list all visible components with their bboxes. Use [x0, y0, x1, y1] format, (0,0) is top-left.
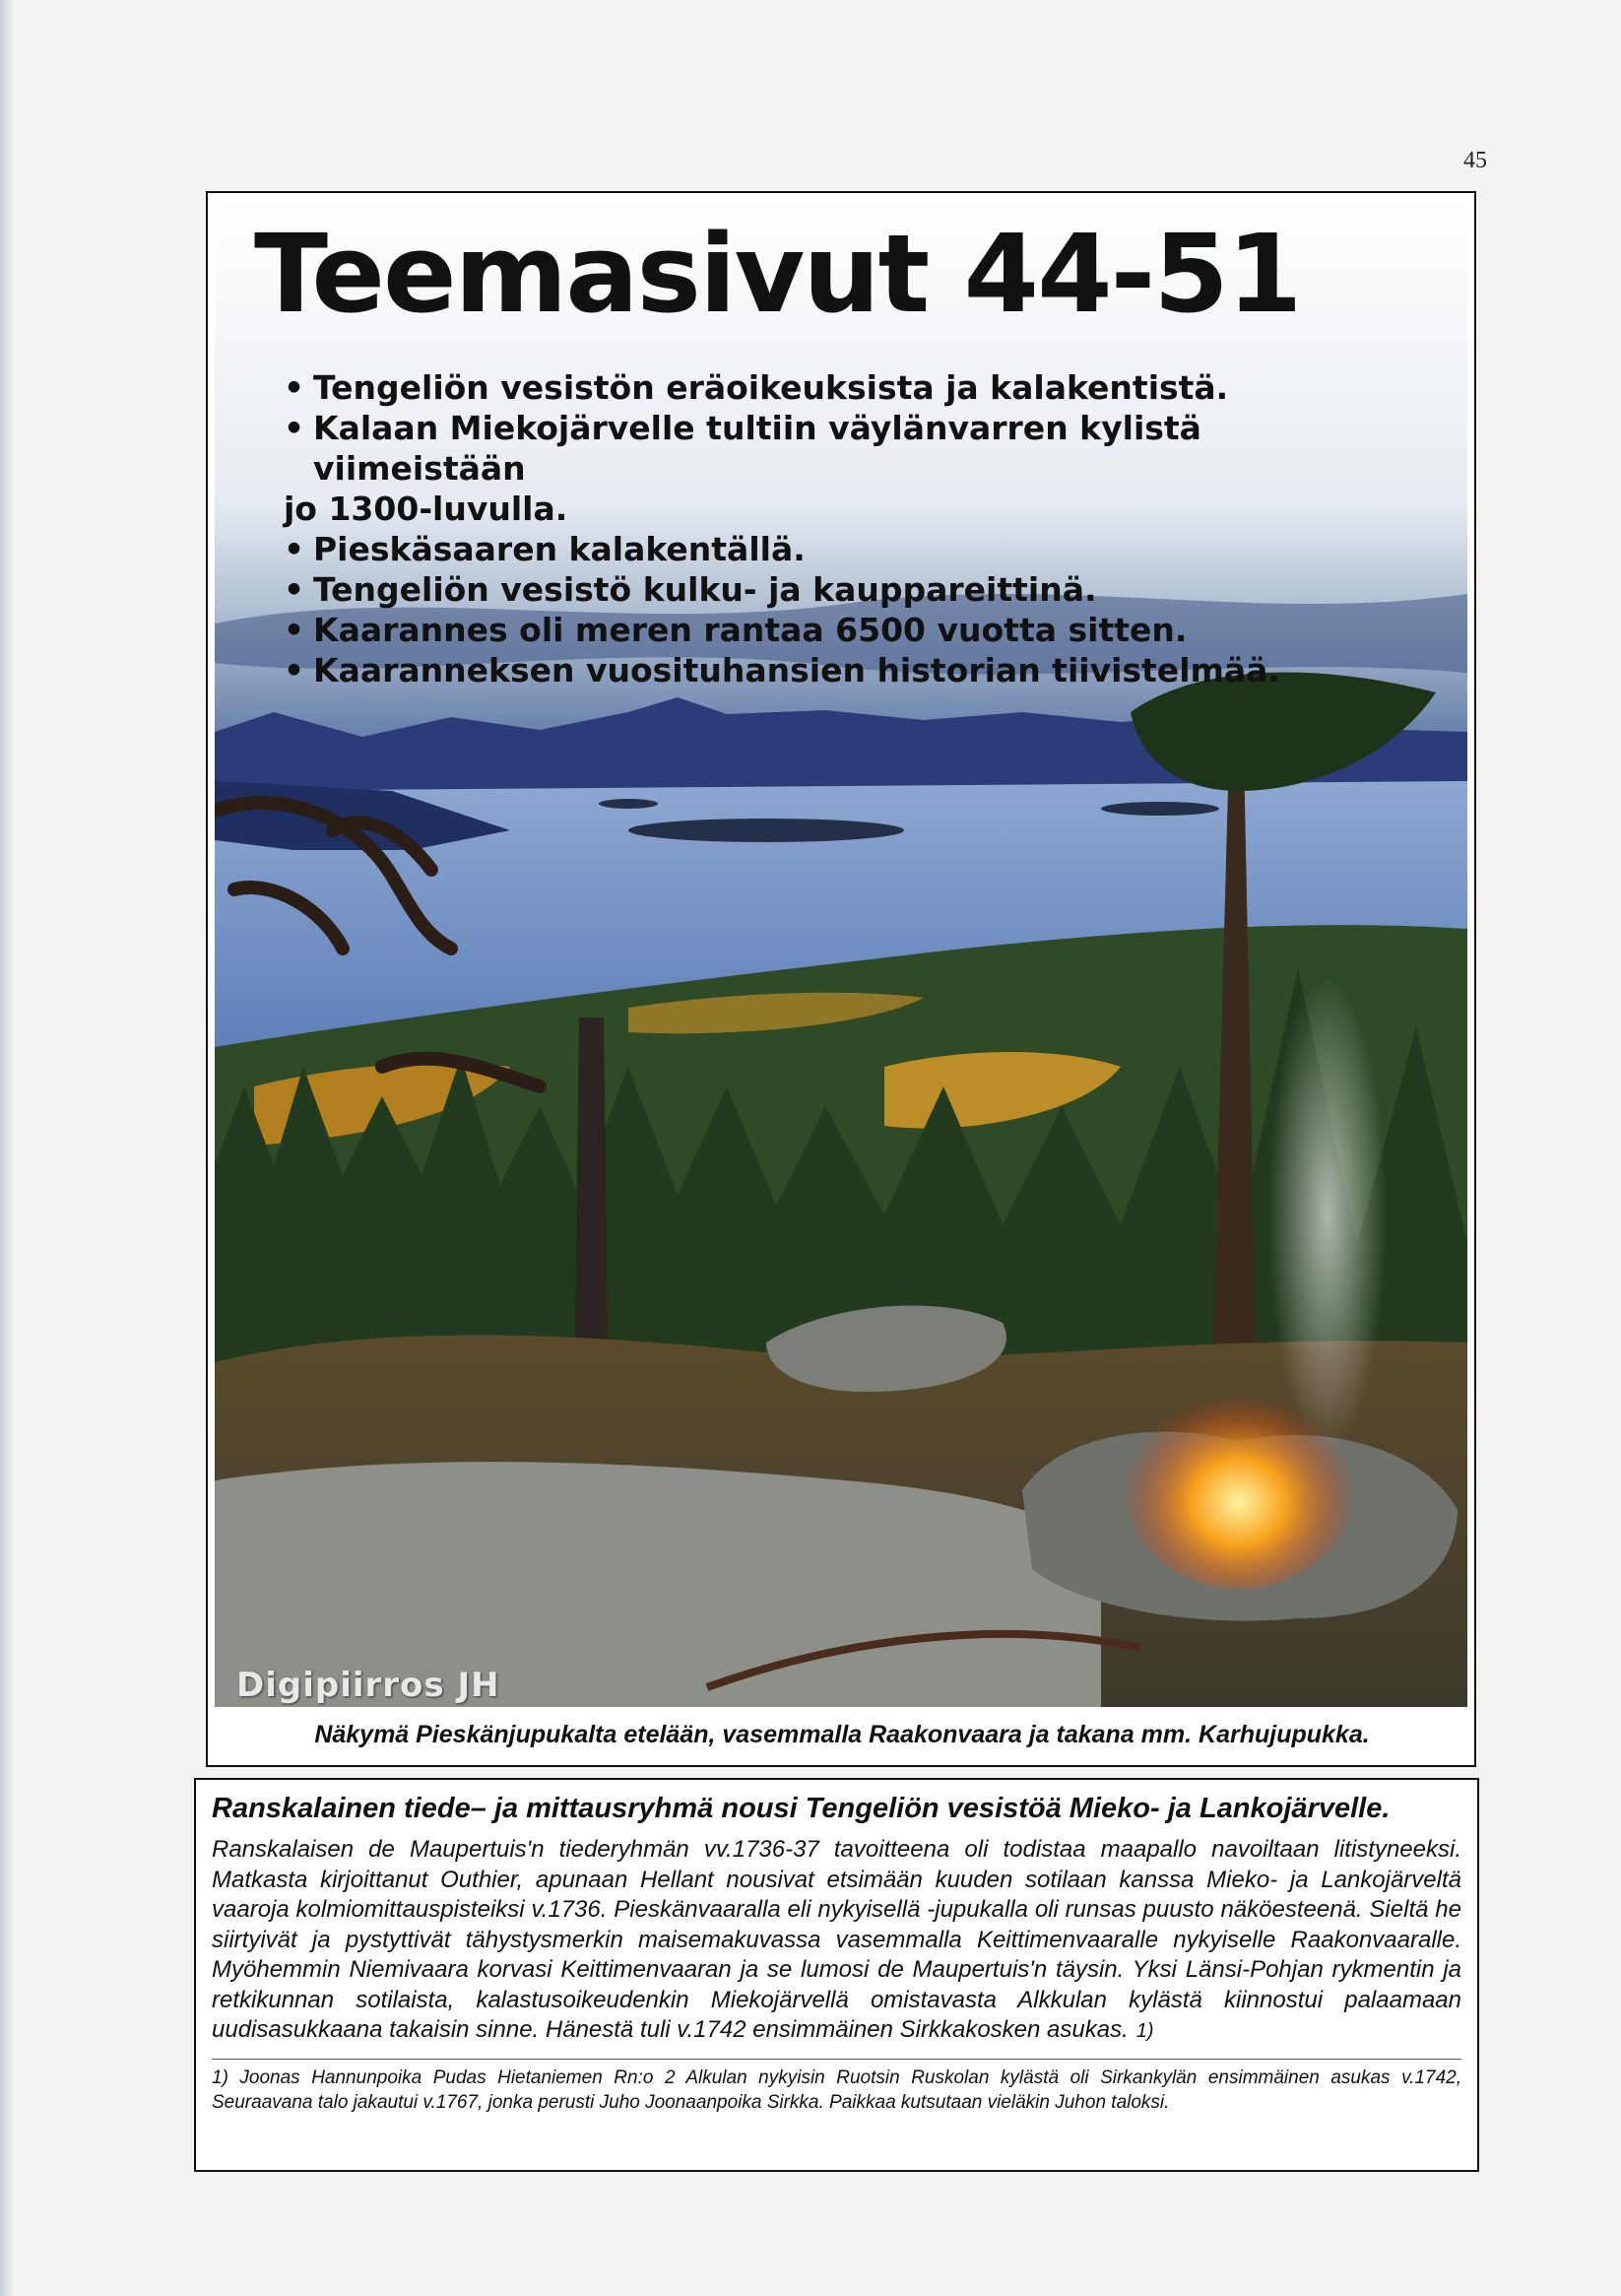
photo-frame [206, 191, 1476, 1767]
footnote-reference: 1) [1135, 2020, 1154, 2042]
footnote-divider [212, 2059, 1461, 2060]
page-heading: Teemasivut 44-51 [254, 211, 1301, 337]
footnote: 1) Joonas Hannunpoika Pudas Hietaniemen Rn:o 2 Alkulan nykyisin Ruotsin Ruskolan kylästä oli Sirkankylän ensimmäinen asukas v.1742, Seuraavana talo jakautui v.1767, jonka perusti Juho Joonaanpoika Sirkka. Paikkaa kutsutaan vieläkin Juhon taloksi. [212, 2066, 1461, 2113]
article-box [194, 1778, 1479, 2172]
page-number: 45 [1463, 148, 1487, 173]
island-small [599, 799, 658, 809]
topic-item: • Tengeliön vesistön eräoikeuksista ja kalakentistä. [284, 367, 1367, 408]
photo-caption: Näkymä Pieskänjupukalta etelään, vasemmalla Raakonvaara ja takana mm. Karhujupukka. [314, 1721, 1370, 1748]
topic-item: • Kaarannes oli meren rantaa 6500 vuotta sitten. [284, 610, 1367, 650]
article-body [212, 1835, 1461, 2047]
topic-item-continuation: jo 1300-luvulla. [284, 490, 568, 528]
topic-item: • Tengeliön vesistö kulku- ja kauppareittinä. [284, 569, 1367, 610]
article-title: Ranskalainen tiede– ja mittausryhmä nousi Tengeliön vesistöä Mieko- ja Lankojärvelle. [212, 1793, 1391, 1824]
landscape-photo [215, 200, 1467, 1707]
smoke [1268, 978, 1387, 1451]
island [628, 819, 904, 842]
topic-item: • Pieskäsaaren kalakentällä. [284, 529, 1367, 569]
island-right [1101, 802, 1219, 816]
article-body-text: Ranskalaisen de Maupertuis'n tiederyhmän vv.1736-37 tavoitteena oli todistaa maapallo navoiltaan litistyneeksi. Matkasta kirjoittanut Outhier, apunaan Hellant nousivat etsimään kuuden sotilaan kanssa Mieko- ja Lankojärveltä vaaroja kolmiomittauspisteiksi v.1736. Pieskänvaaralla eli nykyisellä -jupukalla oli runsas puusto näköesteenä. Sieltä he siirtyivät ja pystyttivät tähystysmerkin maisemakuvassa vasemmalla Keittimenvaaralle nykyiselle Raakonvaaralle. Myöhemmin Niemivaara korvasi Keittimenvaaran ja se lumosi de Maupertuis'n täysin. Yksi Länsi-Pohjan rykmentin ja retkikunnan sotilaista, kalastusoikeudenkin Miekojärvellä omistavasta Alkkulan kylästä kiinnostui palaamaan uudisasukkaana takaisin sinne. Hänestä tuli v.1742 ensimmäinen Sirkkakosken asukas. [212, 1836, 1461, 2043]
topic-item: • Kalaan Miekojärvelle tultiin väylänvarren kylistä viimeistään [284, 408, 1367, 489]
topic-item: • Kaaranneksen vuosituhansien historian tiivistelmää. [284, 650, 1367, 690]
topic-list [284, 367, 1367, 690]
photo-credit: Digipiirros JH [236, 1666, 500, 1705]
page-edge-shadow [0, 0, 14, 2296]
